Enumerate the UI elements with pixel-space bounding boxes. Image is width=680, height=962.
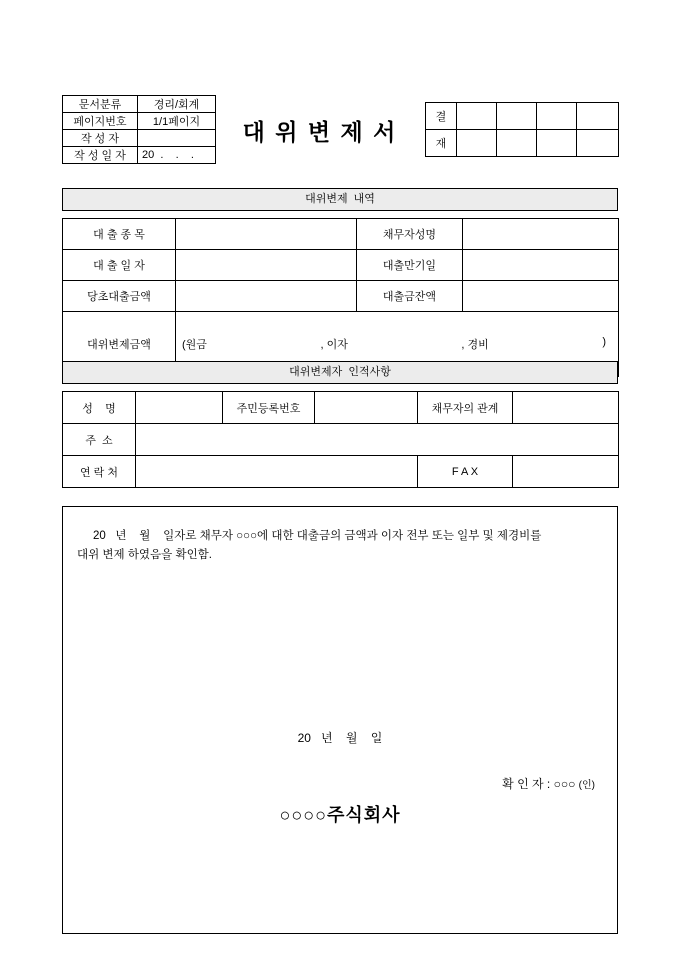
payer-name-label: 성 명 xyxy=(63,392,136,424)
statement-section xyxy=(62,506,618,934)
loan-type-field[interactable] xyxy=(176,219,357,250)
address-label: 주 소 xyxy=(63,424,136,456)
loan-balance-field[interactable] xyxy=(463,281,619,312)
approval-label-bottom: 재 xyxy=(426,130,457,157)
contact-label: 연 락 처 xyxy=(63,456,136,488)
approval-sign-cell[interactable] xyxy=(497,103,537,130)
approval-sign-cell[interactable] xyxy=(577,103,619,130)
amount-part-expenses: , 경비 xyxy=(461,339,489,351)
loan-section-header: 대위변제 내역 xyxy=(62,188,618,211)
original-loan-amount-label: 당초대출금액 xyxy=(63,281,176,312)
loan-date-field[interactable] xyxy=(176,250,357,281)
statement-line-1: 20 년 월 일자로 채무자 ○○○에 대한 대출금의 금액과 이자 전부 또는 일부 및 제경비를 xyxy=(93,530,542,542)
amount-part-interest: , 이자 xyxy=(320,339,348,351)
approval-sign-cell[interactable] xyxy=(497,130,537,157)
address-field[interactable] xyxy=(136,424,619,456)
company-name: ○○○○주식회사 xyxy=(279,805,401,825)
approval-sign-cell[interactable] xyxy=(457,103,497,130)
confirmer-label: 확 인 자 : ○○○ xyxy=(502,777,579,791)
statement-line-2: 대위 변제 하였음을 확인함. xyxy=(77,549,212,561)
statement-date-line: 20 년 월 일 xyxy=(297,731,383,745)
approval-table xyxy=(425,102,619,157)
relation-label: 채무자의 관계 xyxy=(418,392,513,424)
subrogation-amount-label: 대위변제금액 xyxy=(63,312,176,377)
statement-paragraph xyxy=(77,527,603,565)
page-number-value: 1/1페이지 xyxy=(138,113,216,130)
amount-part-close-paren: ) xyxy=(602,336,606,348)
payer-details-table xyxy=(62,391,619,488)
amount-part-principal: (원금 xyxy=(182,339,207,351)
rrn-field[interactable] xyxy=(315,392,418,424)
confirmer-line xyxy=(482,761,595,806)
relation-field[interactable] xyxy=(513,392,619,424)
approval-sign-cell[interactable] xyxy=(537,130,577,157)
loan-type-label: 대 출 종 목 xyxy=(63,219,176,250)
debtor-name-label: 채무자성명 xyxy=(357,219,463,250)
rrn-label: 주민등록번호 xyxy=(223,392,315,424)
payer-name-field[interactable] xyxy=(136,392,223,424)
loan-date-label: 대 출 일 자 xyxy=(63,250,176,281)
debtor-name-field[interactable] xyxy=(463,219,619,250)
doc-category-label: 문서분류 xyxy=(63,96,138,113)
approval-sign-cell[interactable] xyxy=(537,103,577,130)
loan-balance-label: 대출금잔액 xyxy=(357,281,463,312)
written-date-field[interactable]: 20 . . . xyxy=(138,147,216,164)
written-date-label: 작 성 일 자 xyxy=(63,147,138,164)
approval-sign-cell[interactable] xyxy=(577,130,619,157)
original-loan-amount-field[interactable] xyxy=(176,281,357,312)
seal-mark: (인) xyxy=(578,780,595,791)
fax-label: F A X xyxy=(418,456,513,488)
fax-field[interactable] xyxy=(513,456,619,488)
doc-category-value: 경리/회계 xyxy=(138,96,216,113)
page-title: 대 위 변 제 서 xyxy=(242,119,398,145)
loan-maturity-label: 대출만기일 xyxy=(357,250,463,281)
loan-details-table xyxy=(62,218,619,377)
page-number-label: 페이지번호 xyxy=(63,113,138,130)
contact-field[interactable] xyxy=(136,456,418,488)
loan-maturity-field[interactable] xyxy=(463,250,619,281)
payer-section-header: 대위변제자 인적사항 xyxy=(62,361,618,384)
approval-label-top: 결 xyxy=(426,103,457,130)
author-label: 작 성 자 xyxy=(63,130,138,147)
subrogation-amount-parts xyxy=(180,336,614,352)
approval-sign-cell[interactable] xyxy=(457,130,497,157)
